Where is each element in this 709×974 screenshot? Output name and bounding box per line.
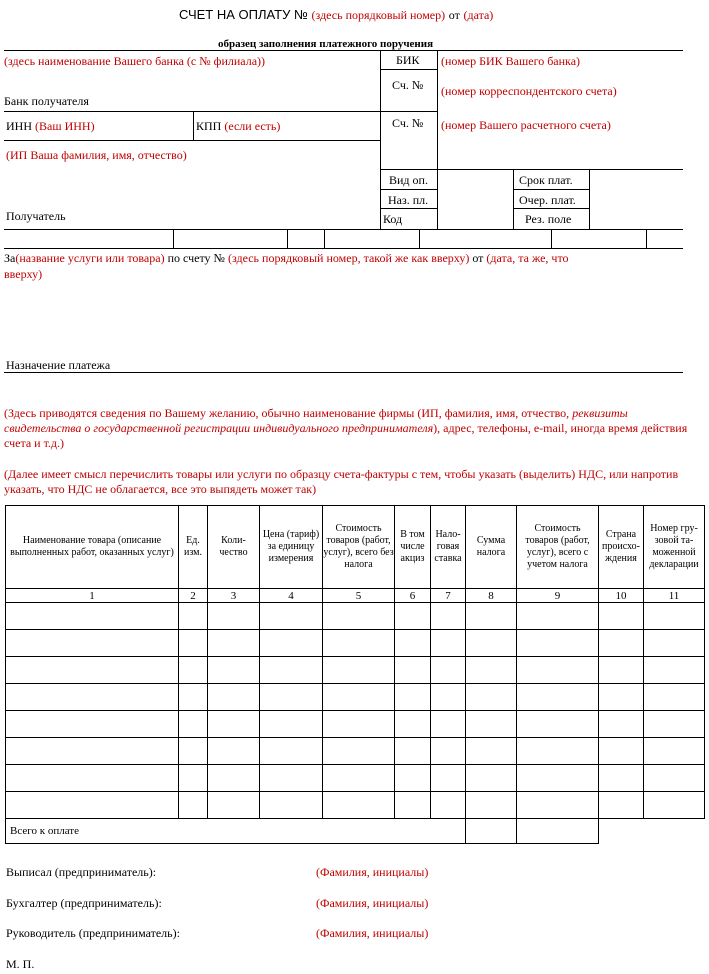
recipient-bank-label: Банк получателя xyxy=(4,94,89,108)
table-row xyxy=(6,657,705,684)
rule xyxy=(513,189,590,190)
purpose-service-hint: (название услуги или товара) xyxy=(15,251,165,265)
kod-label: Код xyxy=(383,212,403,226)
header-cell: Стоимость товаров (работ, услуг), всего без налога xyxy=(323,506,395,589)
recipient-name-hint: (ИП Ваша фамилия, имя, отчество) xyxy=(6,148,187,162)
column-number: 4 xyxy=(260,589,323,603)
purpose-for: За xyxy=(4,251,16,265)
header-cell: Сумма налога xyxy=(466,506,517,589)
corr-account-hint: (номер корреспондентского счета) xyxy=(441,84,617,98)
srok-plat-label: Срок плат. xyxy=(519,173,573,187)
note2-a: (Далее имеет смысл перечислить товары или услуги по образцу счета-фактуры с тем, чтобы указать (выделить) НДС, xyxy=(4,467,607,481)
note-requisites xyxy=(4,406,704,451)
column-number-row xyxy=(6,589,705,603)
column-number: 1 xyxy=(6,589,179,603)
purpose-date-hint-2: вверху) xyxy=(4,267,43,281)
ocher-plat-label: Очер. плат. xyxy=(519,193,576,207)
corr-account-label: Сч. № xyxy=(392,78,424,92)
issued-hint: (Фамилия, инициалы) xyxy=(316,865,429,879)
column-number: 3 xyxy=(208,589,260,603)
header-cell: Нало-говая ставка xyxy=(431,506,466,589)
settlement-account-hint: (номер Вашего расчетного счета) xyxy=(441,118,611,132)
table-row xyxy=(6,711,705,738)
note1-c: свидетельства о государственной регистрации индивидуального предпринимателя xyxy=(4,421,434,435)
note1-e: действия счета и т.д.) xyxy=(4,421,688,450)
column-number: 10 xyxy=(599,589,644,603)
bank-name-hint: (здесь наименование Вашего банка (с № филиала)) xyxy=(4,54,266,68)
rule xyxy=(380,69,438,70)
vid-op-label: Вид оп. xyxy=(389,173,428,187)
header-cell: Номер гру-зовой та-моженной декларации xyxy=(644,506,705,589)
header-cell: Стоимость товаров (работ, услуг), всего с учетом налога xyxy=(517,506,599,589)
kpp-label: КПП xyxy=(196,119,222,133)
sample-caption: образец заполнения платежного поручения xyxy=(218,38,434,50)
rule xyxy=(287,229,288,248)
column-number: 2 xyxy=(179,589,208,603)
rule xyxy=(380,208,438,209)
recipient-label: Получатель xyxy=(6,209,66,223)
table-row xyxy=(6,603,705,630)
note2-b: или напротив указать, что НДС не облагается, все это выпядеть может так) xyxy=(4,467,679,496)
bik-label: БИК xyxy=(396,53,420,67)
rule xyxy=(4,248,683,249)
purpose-line xyxy=(4,251,569,266)
accountant-hint: (Фамилия, инициалы) xyxy=(316,896,429,910)
total-row xyxy=(6,819,705,844)
header-cell: В том числе акциз xyxy=(395,506,431,589)
header-cell: Коли-чество xyxy=(208,506,260,589)
column-number: 9 xyxy=(517,589,599,603)
inn-hint: (Ваш ИНН) xyxy=(35,119,95,133)
purpose-by-invoice: по счету № xyxy=(167,251,225,265)
note1-a: (Здесь приводятся сведения по Вашему желанию, обычно наименование фирмы (ИП, фамилия, имя, отчество, xyxy=(4,406,570,420)
note1-d: ), адрес, телефоны, e-mail, иногда время xyxy=(433,421,639,435)
kpp-field xyxy=(196,119,280,134)
rule xyxy=(4,140,381,141)
rule xyxy=(513,169,514,229)
rule xyxy=(4,111,438,112)
purpose-from: от xyxy=(472,251,484,265)
director-label: Руководитель (предприниматель): xyxy=(6,926,180,940)
accountant-label: Бухгалтер (предприниматель): xyxy=(6,896,162,910)
column-number: 5 xyxy=(323,589,395,603)
rule xyxy=(380,189,438,190)
rule xyxy=(437,50,438,229)
note-goods xyxy=(4,467,704,497)
invoice-title xyxy=(179,7,493,23)
rule xyxy=(646,229,647,248)
total-sum-cell xyxy=(517,819,599,844)
table-row xyxy=(6,765,705,792)
column-number: 7 xyxy=(431,589,466,603)
title-number-hint: (здесь порядковый номер) xyxy=(311,8,446,22)
total-blank xyxy=(599,819,705,844)
rule xyxy=(513,208,590,209)
stamp-place: М. П. xyxy=(6,957,35,971)
rule xyxy=(551,229,552,248)
rule xyxy=(589,169,590,229)
rule xyxy=(193,111,194,140)
header-cell: Ед. изм. xyxy=(179,506,208,589)
table-header-row xyxy=(6,506,705,589)
header-cell: Цена (тариф) за единицу измерения xyxy=(260,506,323,589)
purpose-date-hint-1: (дата, та же, что xyxy=(486,251,569,265)
column-number: 11 xyxy=(644,589,705,603)
table-row xyxy=(6,792,705,819)
rule xyxy=(173,229,174,248)
title-from: от xyxy=(448,8,460,22)
table-row xyxy=(6,630,705,657)
purpose-label: Назначение платежа xyxy=(6,358,111,372)
rule xyxy=(4,229,683,230)
goods-table xyxy=(5,505,705,844)
rez-pole-label: Рез. поле xyxy=(525,212,572,226)
rule xyxy=(4,50,683,51)
table-row xyxy=(6,684,705,711)
director-hint: (Фамилия, инициалы) xyxy=(316,926,429,940)
inn-label: ИНН xyxy=(6,119,32,133)
title-date-hint: (дата) xyxy=(463,8,494,22)
column-number: 8 xyxy=(466,589,517,603)
rule xyxy=(324,229,325,248)
kpp-hint: (если есть) xyxy=(224,119,281,133)
rule xyxy=(419,229,420,248)
purpose-number-hint: (здесь порядковый номер, такой же как вверху) xyxy=(227,251,470,265)
header-cell: Наименование товара (описание выполненных работ, оказанных услуг) xyxy=(6,506,179,589)
total-label: Всего к оплате xyxy=(6,819,466,844)
column-number: 6 xyxy=(395,589,431,603)
issued-label: Выписал (предприниматель): xyxy=(6,865,157,879)
header-cell: Страна происхо-ждения xyxy=(599,506,644,589)
rule xyxy=(380,169,683,170)
naz-pl-label: Наз. пл. xyxy=(388,193,429,207)
title-prefix: СЧЕТ НА ОПЛАТУ № xyxy=(179,7,308,22)
total-tax-cell xyxy=(466,819,517,844)
bik-value-hint: (номер БИК Вашего банка) xyxy=(441,54,581,68)
note1-b: реквизиты xyxy=(572,406,628,420)
inn-field xyxy=(6,119,95,134)
table-row xyxy=(6,738,705,765)
settlement-account-label: Сч. № xyxy=(392,116,424,130)
